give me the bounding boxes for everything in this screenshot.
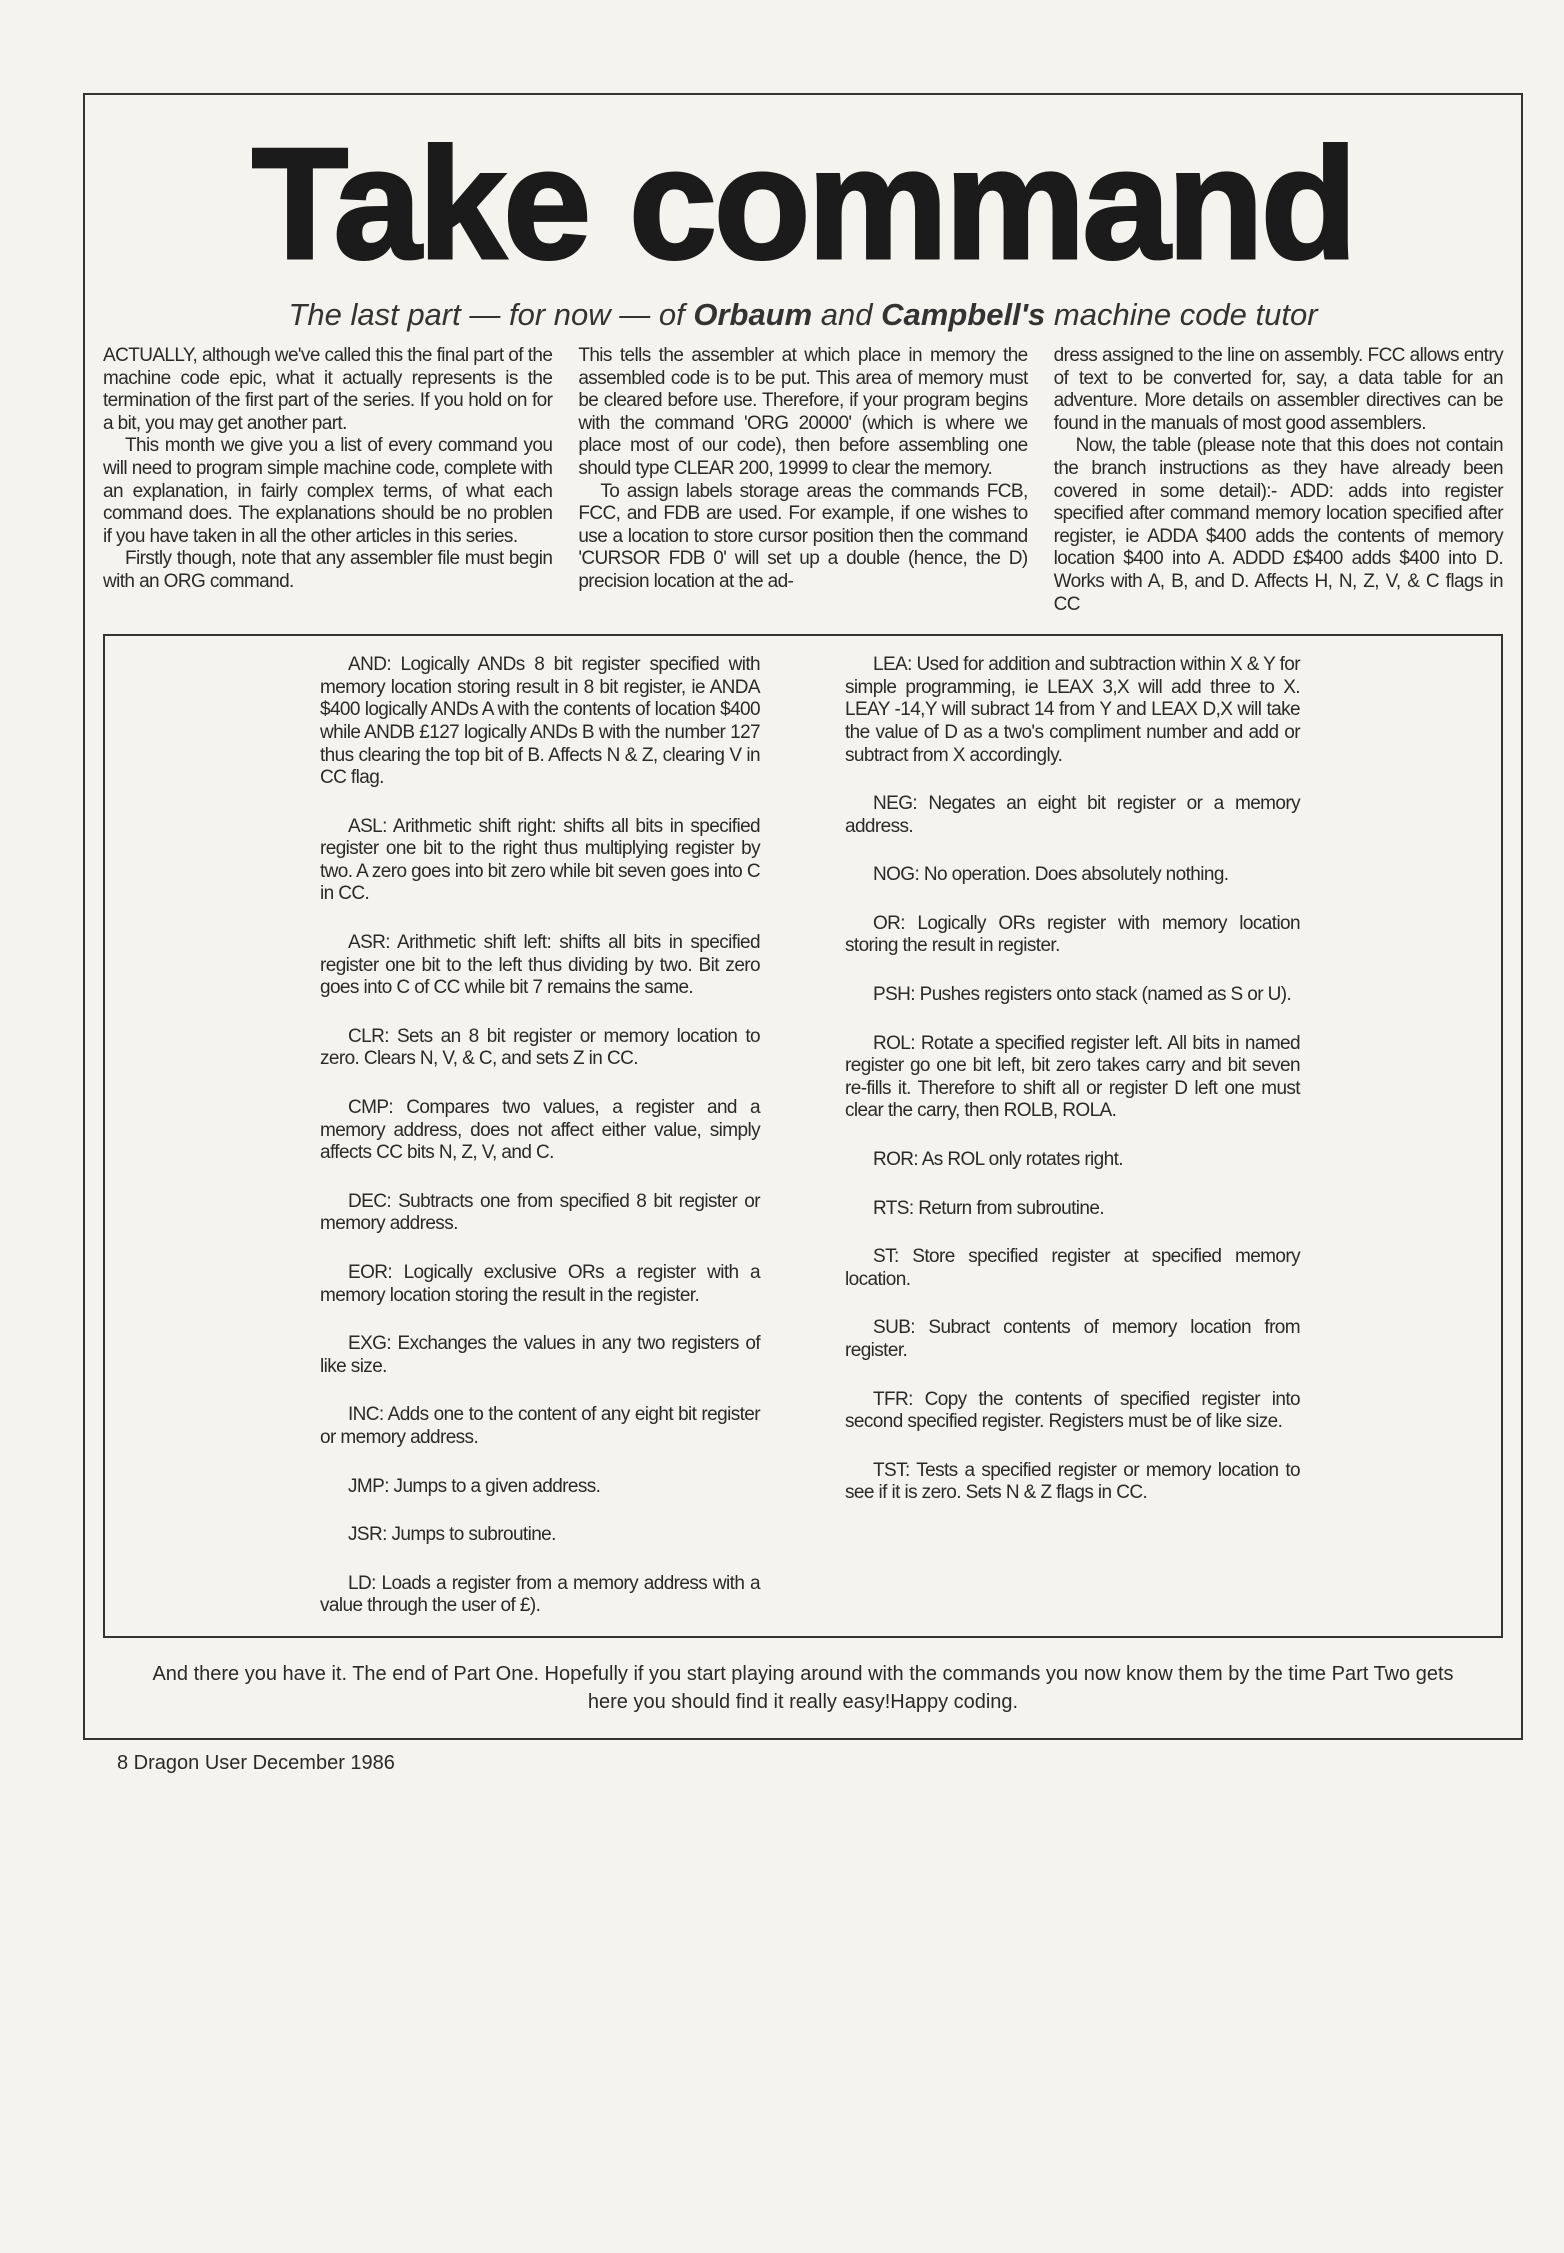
paragraph: To assign labels storage areas the commands FCB, FCC, and FDB are used. For example, if one wishes to use a location to store cursor position then the command 'CURSOR FDB 0' will set up a double (hence, the D) precision location at the ad- <box>578 480 1028 592</box>
command-entry: EXG: Exchanges the values in any two registers of like size. <box>320 1333 760 1377</box>
command-entry: RTS: Return from subroutine. <box>873 1197 1105 1219</box>
paragraph: This month we give you a list of every command you will need to program simple machine code, complete with an explanation, in fairly complex terms, of what each command does. The explanations should be no problen if you have taken in all the other articles in this series. <box>103 435 553 547</box>
command-list-left <box>320 654 760 1618</box>
command-entry: NEG: Negates an eight bit register or a memory address. <box>845 793 1300 837</box>
command-entry: NOG: No operation. Does absolutely nothing. <box>873 864 1229 886</box>
command-entry: LEA: Used for addition and subtraction within X & Y for simple programming, ie LEAX 3,X will add three to X. LEAY -14,Y will subract 14 from Y and LEAX D,X will take the value of D as a two's compliment number and add or subtract from X accordingly. <box>845 654 1300 766</box>
intro-columns <box>103 345 1503 616</box>
command-entry: DEC: Subtracts one from specified 8 bit register or memory address. <box>320 1190 760 1235</box>
command-entry: CMP: Compares two values, a register and a memory address, does not affect either value, simply affects CC bits N, Z, V, and C. <box>320 1097 760 1164</box>
paragraph: This tells the assembler at which place in memory the assembled code is to be put. This area of memory must be cleared before use. Therefore, if your program begins with the command 'ORG 20000' (which is where we place most of our code), then before assembling one should type CLEAR 200, 19999 to clear the memory. <box>578 345 1028 479</box>
author-name: Campbell's <box>881 297 1046 332</box>
command-entry: JSR: Jumps to subroutine. <box>348 1524 556 1546</box>
command-entry: ASR: Arithmetic shift left: shifts all bits in specified register one bit to the left thus dividing by two. Bit zero goes into C of CC while bit 7 remains the same. <box>320 932 760 999</box>
command-entry: AND: Logically ANDs 8 bit register specified with memory location storing result in 8 bit register, ie ANDA $400 logically ANDs A with the contents of location $400 while ANDB £127 logically ANDs B with the number 127 thus clearing the top bit of B. Affects N & Z, clearing V in CC flag. <box>320 654 760 789</box>
command-entry: SUB: Subract contents of memory location from register. <box>845 1317 1300 1361</box>
paragraph: Now, the table (please note that this does not contain the branch instructions as they have already been covered in some detail):- ADD: adds into register specified after command memory location specified after register, ie ADDA $400 adds the contents of memory location $400 into A. ADDD £$400 adds $400 into D. Works with A, B, and D. Affects H, N, Z, V, & C flags in CC <box>1053 435 1503 615</box>
command-list-right <box>845 654 1300 1618</box>
subtitle-text: machine code tutor <box>1045 297 1318 332</box>
command-entry: JMP: Jumps to a given address. <box>348 1475 601 1497</box>
command-entry: ASL: Arithmetic shift right: shifts all bits in specified register one bit to the right thus multiplying register by two. A zero goes into bit zero while bit seven goes into C in CC. <box>320 815 760 905</box>
paragraph: dress assigned to the line on assembly. FCC allows entry of text to be converted for, say, a data table for an adventure. More details on assembler directives can be found in the manuals of most good assemblers. <box>1053 345 1503 434</box>
paragraph: Firstly though, note that any assembler file must begin with an ORG command. <box>103 548 553 592</box>
intro-column-3 <box>1054 345 1503 616</box>
page-folio: 8 Dragon User December 1986 <box>117 1751 395 1774</box>
subtitle-text: The last part — for now — of <box>288 297 694 332</box>
article-subtitle <box>103 297 1503 333</box>
command-entry: CLR: Sets an 8 bit register or memory location to zero. Clears N, V, & C, and sets Z in CC. <box>320 1025 760 1070</box>
command-entry: ROR: As ROL only rotates right. <box>873 1149 1123 1171</box>
command-entry: EOR: Logically exclusive ORs a register with a memory location storing the result in the register. <box>320 1262 760 1306</box>
intro-column-1 <box>103 345 552 616</box>
intro-column-2 <box>578 345 1027 616</box>
command-table-box <box>103 634 1503 1638</box>
author-name: Orbaum <box>693 297 813 332</box>
command-entry: PSH: Pushes registers onto stack (named as S or U). <box>873 984 1292 1006</box>
closing-paragraph: And there you have it. The end of Part One. Hopefully if you start playing around with the commands you now know them by the time Part Two gets here you should find it really easy!Happy coding. <box>152 1662 1454 1713</box>
paragraph: ACTUALLY, although we've called this the final part of the machine code epic, what it actually represents is the termination of the first part of the series. If you hold on for a bit, you may get another part. <box>103 345 553 434</box>
article-frame <box>83 93 1523 1740</box>
subtitle-text: and <box>812 297 882 332</box>
command-entry: TST: Tests a specified register or memory location to see if it is zero. Sets N & Z flags in CC. <box>845 1459 1300 1504</box>
command-entry: OR: Logically ORs register with memory location storing the result in register. <box>845 912 1300 957</box>
command-entry: INC: Adds one to the content of any eight bit register or memory address. <box>320 1404 760 1448</box>
command-entry: LD: Loads a register from a memory address with a value through the user of £). <box>320 1572 760 1617</box>
command-entry: ST: Store specified register at specified memory location. <box>845 1246 1300 1290</box>
article-title: Take command <box>251 116 1355 292</box>
command-entry: ROL: Rotate a specified register left. All bits in named register go one bit left, bit zero takes carry and bit seven re-fills it. Therefore to shift all or register D left one must clear the carry, then ROLB, ROLA. <box>845 1032 1300 1122</box>
command-entry: TFR: Copy the contents of specified register into second specified register. Registers must be of like size. <box>845 1388 1300 1433</box>
